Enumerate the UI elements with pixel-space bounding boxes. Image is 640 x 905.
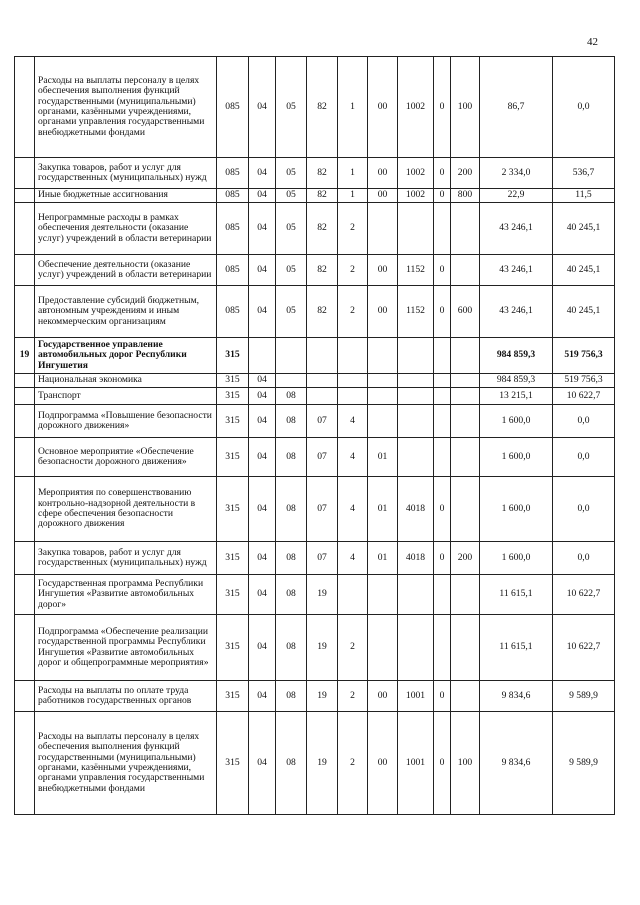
subprogram-code-cell: 4 (338, 438, 368, 477)
program-code-cell: 19 (307, 575, 338, 615)
subprogram-code-cell: 1 (338, 189, 368, 203)
sub-code-cell (434, 374, 451, 388)
amount-year1-cell: 2 334,0 (480, 158, 553, 189)
event-code-cell (368, 374, 398, 388)
section-code-cell: 04 (249, 477, 276, 542)
subprogram-code-cell: 2 (338, 712, 368, 815)
event-code-cell: 01 (368, 438, 398, 477)
event-code-cell: 00 (368, 57, 398, 158)
sub-code-cell: 0 (434, 255, 451, 286)
row-name-cell: Мероприятия по совершенствованию контрольно-надзорной деятельности в сфере обеспечения безопасности дорожного движения (35, 477, 217, 542)
ministry-code-cell: 315 (217, 542, 249, 575)
amount-year1-cell: 43 246,1 (480, 255, 553, 286)
amount-year1-cell: 11 615,1 (480, 575, 553, 615)
row-name-cell: Непрограммные расходы в рамках обеспечения деятельности (оказание услуг) учреждений в области ветеринарии (35, 203, 217, 255)
program-code-cell (307, 374, 338, 388)
sub-code-cell: 0 (434, 712, 451, 815)
table-row (15, 388, 615, 405)
sub-code-cell: 0 (434, 681, 451, 712)
subprogram-code-cell: 4 (338, 405, 368, 438)
expense-type-code-cell (451, 615, 480, 681)
direction-code-cell (398, 575, 434, 615)
subprogram-code-cell (338, 388, 368, 405)
program-code-cell: 19 (307, 712, 338, 815)
subprogram-code-cell: 2 (338, 255, 368, 286)
subsection-code-cell: 08 (276, 575, 307, 615)
sub-code-cell (434, 438, 451, 477)
amount-year1-cell: 1 600,0 (480, 477, 553, 542)
ministry-code-cell: 085 (217, 286, 249, 338)
direction-code-cell: 4018 (398, 542, 434, 575)
subsection-code-cell: 08 (276, 542, 307, 575)
amount-year2-cell: 519 756,3 (553, 374, 615, 388)
program-code-cell (307, 388, 338, 405)
amount-year1-cell: 11 615,1 (480, 615, 553, 681)
section-code-cell: 04 (249, 575, 276, 615)
subsection-code-cell: 08 (276, 712, 307, 815)
program-code-cell: 82 (307, 286, 338, 338)
section-code-cell: 04 (249, 405, 276, 438)
row-name-cell: Подпрограмма «Обеспечение реализации государственной программы Республики Ингушетия «Развитие автомобильных дорог и общепрограммные мероприятия» (35, 615, 217, 681)
direction-code-cell: 4018 (398, 477, 434, 542)
amount-year1-cell: 9 834,6 (480, 712, 553, 815)
page-number: 42 (587, 36, 598, 48)
ministry-code-cell: 315 (217, 575, 249, 615)
amount-year2-cell: 0,0 (553, 438, 615, 477)
amount-year1-cell: 9 834,6 (480, 681, 553, 712)
section-code-cell: 04 (249, 615, 276, 681)
budget-table (14, 56, 615, 815)
row-name-cell: Государственное управление автомобильных дорог Республики Ингушетия (35, 338, 217, 374)
table-row (15, 203, 615, 255)
event-code-cell (368, 203, 398, 255)
subsection-code-cell: 05 (276, 57, 307, 158)
event-code-cell: 00 (368, 158, 398, 189)
sub-code-cell: 0 (434, 286, 451, 338)
subsection-code-cell: 05 (276, 286, 307, 338)
table-row (15, 158, 615, 189)
row-name-cell: Расходы на выплаты персоналу в целях обеспечения выполнения функций государственными (муниципальными) органами, казёнными учреждениями, органами управления государственными внебюджетными фондами (35, 57, 217, 158)
ministry-code-cell: 315 (217, 338, 249, 374)
subsection-code-cell: 08 (276, 388, 307, 405)
subprogram-code-cell: 2 (338, 286, 368, 338)
row-name-cell: Национальная экономика (35, 374, 217, 388)
expense-type-code-cell: 600 (451, 286, 480, 338)
program-code-cell: 07 (307, 477, 338, 542)
row-number-cell (15, 575, 35, 615)
direction-code-cell (398, 203, 434, 255)
table-row (15, 712, 615, 815)
expense-type-code-cell (451, 255, 480, 286)
expense-type-code-cell: 800 (451, 189, 480, 203)
ministry-code-cell: 085 (217, 57, 249, 158)
expense-type-code-cell (451, 203, 480, 255)
program-code-cell: 82 (307, 189, 338, 203)
ministry-code-cell: 085 (217, 255, 249, 286)
direction-code-cell: 1152 (398, 255, 434, 286)
row-number-cell (15, 374, 35, 388)
ministry-code-cell: 315 (217, 681, 249, 712)
amount-year2-cell: 40 245,1 (553, 255, 615, 286)
expense-type-code-cell (451, 575, 480, 615)
program-code-cell: 19 (307, 615, 338, 681)
row-number-cell (15, 388, 35, 405)
subsection-code-cell: 08 (276, 681, 307, 712)
direction-code-cell: 1002 (398, 57, 434, 158)
section-code-cell: 04 (249, 374, 276, 388)
sub-code-cell (434, 405, 451, 438)
amount-year2-cell: 40 245,1 (553, 203, 615, 255)
amount-year1-cell: 1 600,0 (480, 542, 553, 575)
row-number-cell (15, 681, 35, 712)
row-name-cell: Закупка товаров, работ и услуг для государственных (муниципальных) нужд (35, 542, 217, 575)
subsection-code-cell: 05 (276, 158, 307, 189)
event-code-cell: 00 (368, 286, 398, 338)
subprogram-code-cell (338, 374, 368, 388)
amount-year1-cell: 1 600,0 (480, 405, 553, 438)
table-row (15, 374, 615, 388)
program-code-cell: 82 (307, 57, 338, 158)
row-name-cell: Транспорт (35, 388, 217, 405)
program-code-cell: 07 (307, 405, 338, 438)
ministry-code-cell: 315 (217, 388, 249, 405)
expense-type-code-cell: 100 (451, 712, 480, 815)
ministry-code-cell: 315 (217, 374, 249, 388)
section-code-cell: 04 (249, 438, 276, 477)
program-code-cell: 07 (307, 542, 338, 575)
direction-code-cell (398, 615, 434, 681)
sub-code-cell (434, 203, 451, 255)
sub-code-cell: 0 (434, 189, 451, 203)
subsection-code-cell (276, 374, 307, 388)
sub-code-cell: 0 (434, 57, 451, 158)
event-code-cell: 01 (368, 477, 398, 542)
sub-code-cell (434, 388, 451, 405)
direction-code-cell: 1001 (398, 712, 434, 815)
table-row (15, 338, 615, 374)
row-name-cell: Обеспечение деятельности (оказание услуг) учреждений в области ветеринарии (35, 255, 217, 286)
amount-year1-cell: 43 246,1 (480, 286, 553, 338)
row-number-cell (15, 57, 35, 158)
section-code-cell: 04 (249, 158, 276, 189)
table-row (15, 57, 615, 158)
table-row (15, 575, 615, 615)
ministry-code-cell: 085 (217, 158, 249, 189)
table-row (15, 438, 615, 477)
row-number-cell (15, 203, 35, 255)
expense-type-code-cell (451, 477, 480, 542)
row-number-cell (15, 255, 35, 286)
section-code-cell: 04 (249, 681, 276, 712)
direction-code-cell: 1002 (398, 189, 434, 203)
expense-type-code-cell (451, 438, 480, 477)
amount-year1-cell: 43 246,1 (480, 203, 553, 255)
subsection-code-cell: 05 (276, 189, 307, 203)
ministry-code-cell: 315 (217, 438, 249, 477)
section-code-cell: 04 (249, 286, 276, 338)
row-number-cell (15, 477, 35, 542)
subprogram-code-cell: 1 (338, 158, 368, 189)
table-body (15, 57, 615, 815)
subsection-code-cell (276, 338, 307, 374)
row-number-cell (15, 438, 35, 477)
row-number-cell (15, 615, 35, 681)
table-row (15, 542, 615, 575)
row-number-cell (15, 405, 35, 438)
row-name-cell: Основное мероприятие «Обеспечение безопасности дорожного движения» (35, 438, 217, 477)
expense-type-code-cell (451, 338, 480, 374)
row-name-cell: Государственная программа Республики Ингушетия «Развитие автомобильных дорог» (35, 575, 217, 615)
event-code-cell: 00 (368, 189, 398, 203)
row-number-cell (15, 286, 35, 338)
section-code-cell: 04 (249, 203, 276, 255)
event-code-cell (368, 338, 398, 374)
amount-year1-cell: 1 600,0 (480, 438, 553, 477)
ministry-code-cell: 315 (217, 712, 249, 815)
amount-year2-cell: 0,0 (553, 405, 615, 438)
section-code-cell: 04 (249, 388, 276, 405)
row-number-cell: 19 (15, 338, 35, 374)
amount-year1-cell: 984 859,3 (480, 338, 553, 374)
program-code-cell: 82 (307, 255, 338, 286)
subsection-code-cell: 08 (276, 477, 307, 542)
direction-code-cell (398, 388, 434, 405)
ministry-code-cell: 315 (217, 615, 249, 681)
event-code-cell: 00 (368, 681, 398, 712)
amount-year2-cell: 11,5 (553, 189, 615, 203)
direction-code-cell (398, 405, 434, 438)
sub-code-cell: 0 (434, 158, 451, 189)
table-row (15, 255, 615, 286)
row-name-cell: Подпрограмма «Повышение безопасности дорожного движения» (35, 405, 217, 438)
section-code-cell (249, 338, 276, 374)
direction-code-cell: 1152 (398, 286, 434, 338)
row-number-cell (15, 158, 35, 189)
expense-type-code-cell: 200 (451, 542, 480, 575)
expense-type-code-cell: 200 (451, 158, 480, 189)
direction-code-cell (398, 374, 434, 388)
table-row (15, 405, 615, 438)
event-code-cell: 00 (368, 255, 398, 286)
subprogram-code-cell: 4 (338, 477, 368, 542)
event-code-cell (368, 405, 398, 438)
subsection-code-cell: 08 (276, 438, 307, 477)
amount-year1-cell: 22,9 (480, 189, 553, 203)
section-code-cell: 04 (249, 712, 276, 815)
direction-code-cell (398, 338, 434, 374)
table-row (15, 286, 615, 338)
sub-code-cell (434, 575, 451, 615)
event-code-cell: 00 (368, 712, 398, 815)
amount-year2-cell: 0,0 (553, 57, 615, 158)
amount-year2-cell: 40 245,1 (553, 286, 615, 338)
program-code-cell: 82 (307, 203, 338, 255)
row-name-cell: Предоставление субсидий бюджетным, автономным учреждениям и иным некоммерческим организациям (35, 286, 217, 338)
direction-code-cell: 1002 (398, 158, 434, 189)
row-name-cell: Расходы на выплаты по оплате труда работников государственных органов (35, 681, 217, 712)
sub-code-cell (434, 338, 451, 374)
amount-year2-cell: 536,7 (553, 158, 615, 189)
subprogram-code-cell: 2 (338, 681, 368, 712)
ministry-code-cell: 315 (217, 477, 249, 542)
event-code-cell (368, 615, 398, 681)
amount-year1-cell: 13 215,1 (480, 388, 553, 405)
direction-code-cell: 1001 (398, 681, 434, 712)
subsection-code-cell: 05 (276, 255, 307, 286)
subsection-code-cell: 08 (276, 405, 307, 438)
subprogram-code-cell: 2 (338, 203, 368, 255)
subsection-code-cell: 05 (276, 203, 307, 255)
expense-type-code-cell (451, 405, 480, 438)
amount-year2-cell: 9 589,9 (553, 712, 615, 815)
amount-year1-cell: 984 859,3 (480, 374, 553, 388)
event-code-cell: 01 (368, 542, 398, 575)
section-code-cell: 04 (249, 255, 276, 286)
amount-year2-cell: 0,0 (553, 477, 615, 542)
amount-year2-cell: 10 622,7 (553, 388, 615, 405)
expense-type-code-cell: 100 (451, 57, 480, 158)
ministry-code-cell: 085 (217, 203, 249, 255)
ministry-code-cell: 085 (217, 189, 249, 203)
subprogram-code-cell: 2 (338, 615, 368, 681)
table-row (15, 477, 615, 542)
row-name-cell: Закупка товаров, работ и услуг для государственных (муниципальных) нужд (35, 158, 217, 189)
program-code-cell: 07 (307, 438, 338, 477)
table-row (15, 681, 615, 712)
section-code-cell: 04 (249, 542, 276, 575)
section-code-cell: 04 (249, 189, 276, 203)
table-row (15, 189, 615, 203)
program-code-cell: 19 (307, 681, 338, 712)
expense-type-code-cell (451, 374, 480, 388)
row-number-cell (15, 712, 35, 815)
row-name-cell: Расходы на выплаты персоналу в целях обеспечения выполнения функций государственными (муниципальными) органами, казёнными учреждениями, органами управления государственными внебюджетными фондами (35, 712, 217, 815)
sub-code-cell: 0 (434, 542, 451, 575)
amount-year1-cell: 86,7 (480, 57, 553, 158)
subprogram-code-cell: 4 (338, 542, 368, 575)
subprogram-code-cell (338, 338, 368, 374)
program-code-cell: 82 (307, 158, 338, 189)
direction-code-cell (398, 438, 434, 477)
event-code-cell (368, 388, 398, 405)
program-code-cell (307, 338, 338, 374)
amount-year2-cell: 0,0 (553, 542, 615, 575)
sub-code-cell: 0 (434, 477, 451, 542)
ministry-code-cell: 315 (217, 405, 249, 438)
expense-type-code-cell (451, 388, 480, 405)
row-number-cell (15, 189, 35, 203)
subprogram-code-cell (338, 575, 368, 615)
row-name-cell: Иные бюджетные ассигнования (35, 189, 217, 203)
expense-type-code-cell (451, 681, 480, 712)
row-number-cell (15, 542, 35, 575)
table-row (15, 615, 615, 681)
amount-year2-cell: 10 622,7 (553, 575, 615, 615)
sub-code-cell (434, 615, 451, 681)
subprogram-code-cell: 1 (338, 57, 368, 158)
section-code-cell: 04 (249, 57, 276, 158)
subsection-code-cell: 08 (276, 615, 307, 681)
amount-year2-cell: 9 589,9 (553, 681, 615, 712)
event-code-cell (368, 575, 398, 615)
amount-year2-cell: 10 622,7 (553, 615, 615, 681)
amount-year2-cell: 519 756,3 (553, 338, 615, 374)
